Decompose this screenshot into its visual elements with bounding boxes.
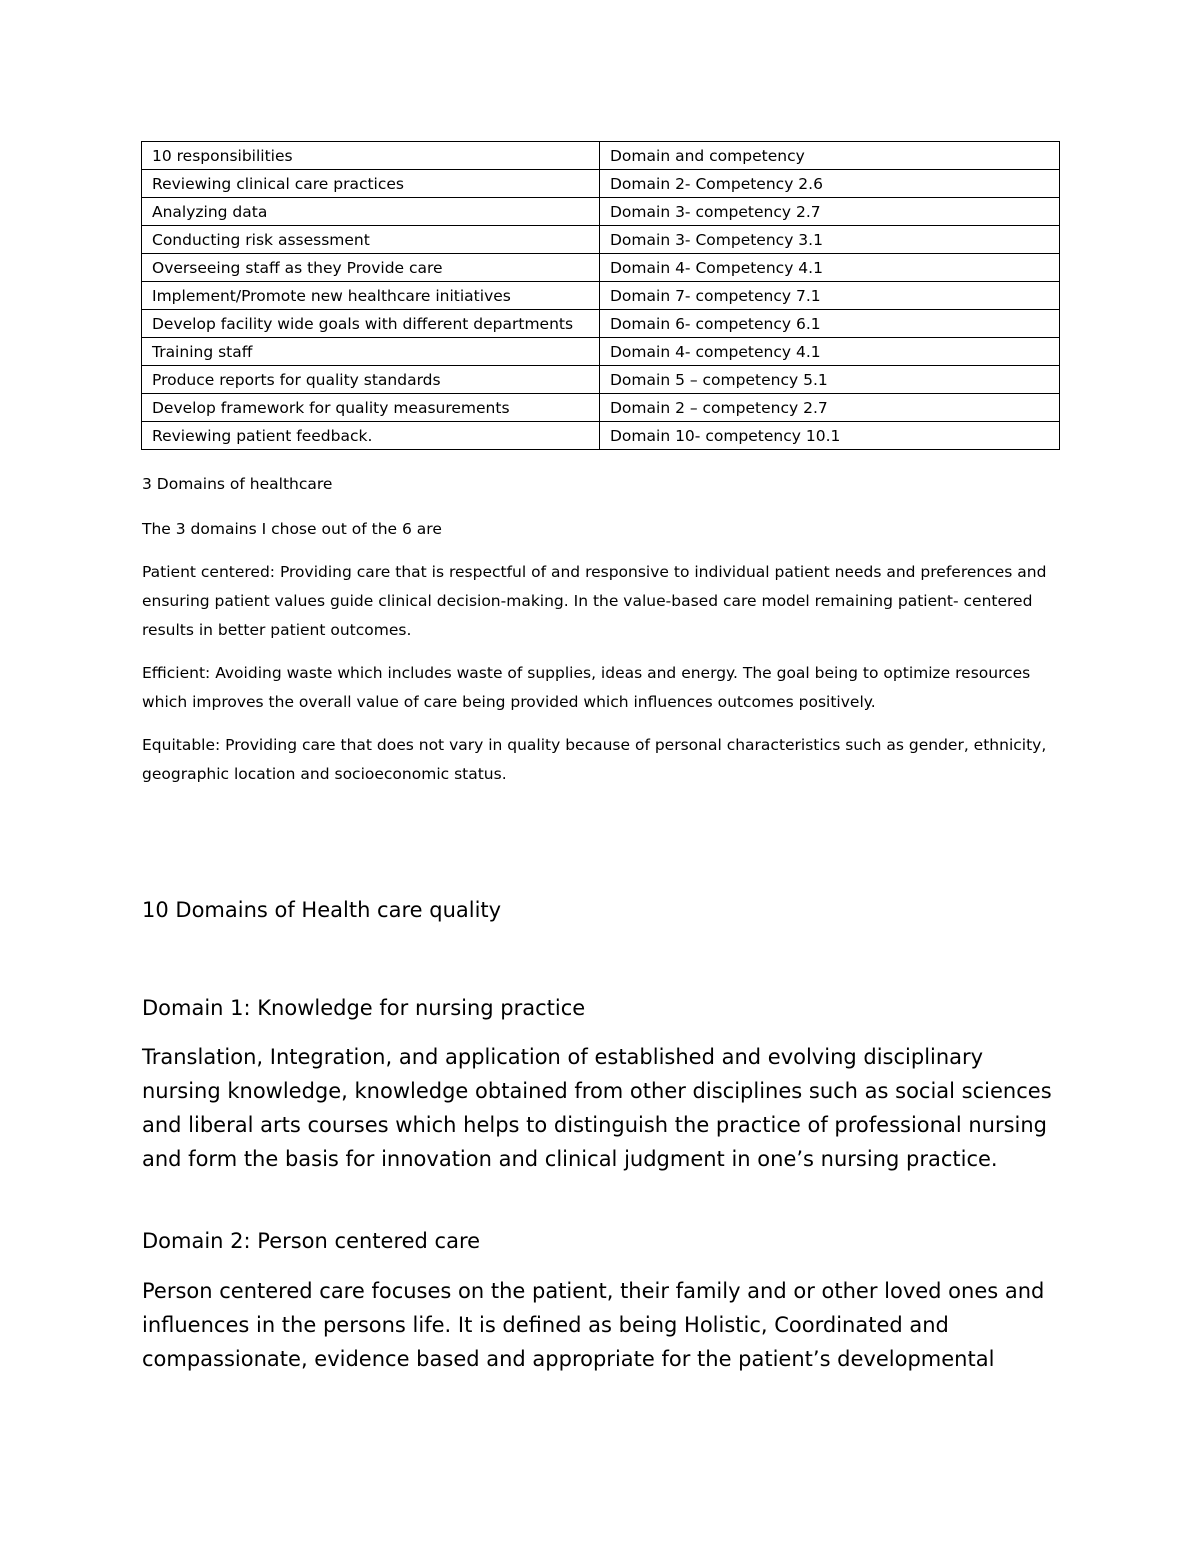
responsibility-cell: Implement/Promote new healthcare initiatives	[142, 282, 600, 310]
table-row	[142, 226, 1060, 254]
table-row	[142, 310, 1060, 338]
domain-cell: Domain 3- competency 2.7	[600, 198, 1060, 226]
table-row	[142, 282, 1060, 310]
responsibility-cell: Develop framework for quality measurements	[142, 394, 600, 422]
domain-cell: Domain 2- Competency 2.6	[600, 170, 1060, 198]
table-row	[142, 254, 1060, 282]
domain-cell: Domain 6- competency 6.1	[600, 310, 1060, 338]
efficient-paragraph: Efficient: Avoiding waste which includes waste of supplies, ideas and energy. The goal being to optimize resources which improves the overall value of care being provided which influences outcomes positively.	[142, 664, 1031, 711]
table-row	[142, 338, 1060, 366]
table-row	[142, 366, 1060, 394]
patient-centered-paragraph: Patient centered: Providing care that is respectful of and responsive to individual patient needs and preferences and ensuring patient values guide clinical decision-making. In the value-based care model remaining patient- centered results in better patient outcomes.	[142, 563, 1047, 639]
responsibility-cell: Develop facility wide goals with different departments	[142, 310, 600, 338]
domain-cell: Domain 2 – competency 2.7	[600, 394, 1060, 422]
responsibilities-table	[141, 141, 1060, 450]
table-row	[142, 394, 1060, 422]
responsibility-cell: Reviewing patient feedback.	[142, 422, 600, 450]
domain-cell: Domain 4- Competency 4.1	[600, 254, 1060, 282]
responsibility-cell: Reviewing clinical care practices	[142, 170, 600, 198]
responsibility-cell: Overseeing staff as they Provide care	[142, 254, 600, 282]
responsibility-cell: Training staff	[142, 338, 600, 366]
responsibility-cell: Conducting risk assessment	[142, 226, 600, 254]
table-header-responsibilities: 10 responsibilities	[142, 142, 600, 170]
equitable-paragraph: Equitable: Providing care that does not vary in quality because of personal characteristics such as gender, ethnicity, geographic location and socioeconomic status.	[142, 736, 1047, 783]
domain-2-title: Domain 2: Person centered care	[142, 1229, 481, 1253]
responsibility-cell: Analyzing data	[142, 198, 600, 226]
domain-cell: Domain 4- competency 4.1	[600, 338, 1060, 366]
quality-domains-heading: 10 Domains of Health care quality	[142, 898, 502, 922]
section-title-3-domains: 3 Domains of healthcare	[142, 475, 333, 493]
table-row	[142, 170, 1060, 198]
table-row	[142, 422, 1060, 450]
table-header-row	[142, 142, 1060, 170]
domain-cell: Domain 7- competency 7.1	[600, 282, 1060, 310]
domain-2-body: Person centered care focuses on the patient, their family and or other loved ones and influences in the persons life. It is defined as being Holistic, Coordinated and compassionate, evidence based and appropriate for the patient’s developmental	[142, 1279, 1045, 1371]
table-header-domain: Domain and competency	[600, 142, 1060, 170]
domain-cell: Domain 3- Competency 3.1	[600, 226, 1060, 254]
domain-cell: Domain 5 – competency 5.1	[600, 366, 1060, 394]
responsibility-cell: Produce reports for quality standards	[142, 366, 600, 394]
domain-cell: Domain 10- competency 10.1	[600, 422, 1060, 450]
domain-1-body: Translation, Integration, and application of established and evolving disciplinary nursing knowledge, knowledge obtained from other disciplines such as social sciences and liberal arts courses which helps to distinguish the practice of professional nursing and form the basis for innovation and clinical judgment in one’s nursing practice.	[142, 1045, 1052, 1171]
table-row	[142, 198, 1060, 226]
domain-1-title: Domain 1: Knowledge for nursing practice	[142, 996, 586, 1020]
domains-intro: The 3 domains I chose out of the 6 are	[142, 520, 442, 538]
